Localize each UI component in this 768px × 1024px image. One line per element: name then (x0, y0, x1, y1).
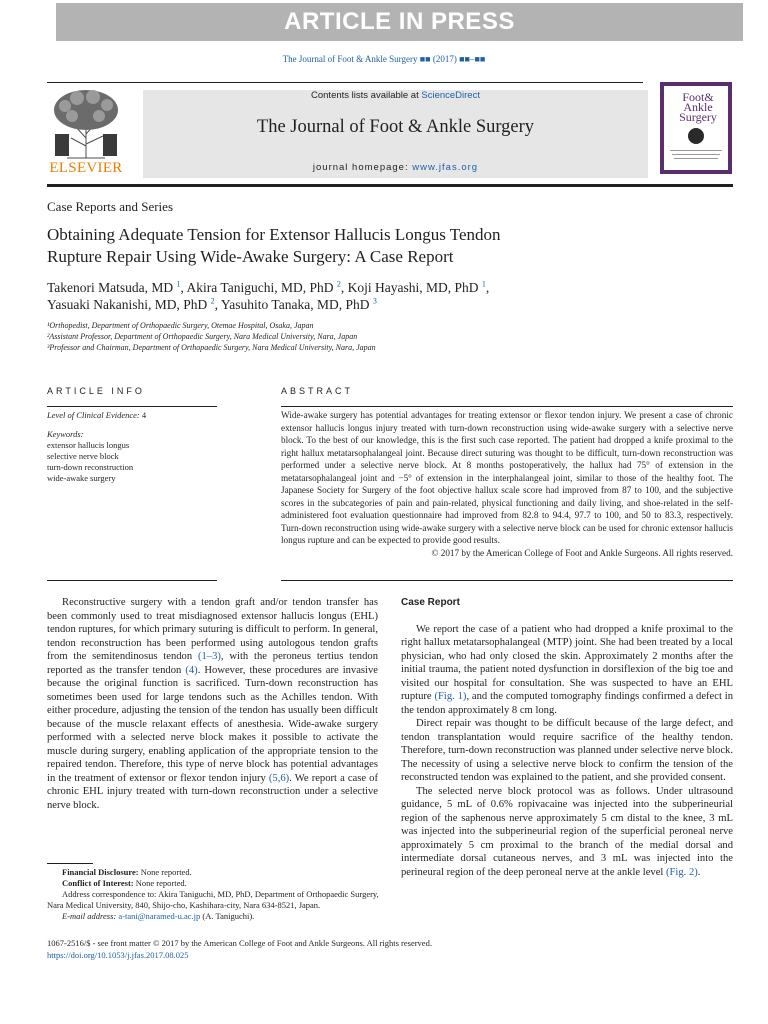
correspondence-address: Address correspondence to: Akira Taniguchi, MD, PhD, Department of Orthopaedic Surgery, Nara Medical University, 840, Shijo-cho, Kashihara-city, Nara 634-8521, Japan. (47, 889, 379, 910)
author-name: Yasuhito Tanaka, MD, PhD (220, 297, 370, 312)
author-list: Takenori Matsuda, MD $^1$, Akira Taniguchi, MD, PhD $^2$, Koji Hayashi, MD, PhD $^1$, Yasuaki Nakanishi, MD, PhD $^2$, Yasuhito Tanaka, MD, PhD $^3$ (47, 279, 490, 312)
keyword: extensor hallucis longus (47, 440, 130, 450)
body-text: The selected nerve block protocol was as follows. Under ultrasound guidance, 5 mL of 0.6% ropivacaine was injected into the subperineurial region of the saphenous nerve approximately 5 cm distal to the knee, 3 mL was injected into the subperineurial region of the superficial peroneal nerve approximately 5 cm proximal to the branch of the medial dorsal and intermediate dorsal cutaneous nerves, and 3 mL was injected into the perineural region of the deep peroneal nerve at the ankle level (401, 785, 733, 878)
reference-link[interactable]: (1–3) (197, 651, 221, 662)
article-title (47, 224, 667, 268)
body-text: Reconstructive surgery with a tendon graft and/or tendon transfer has been commonly used to treat misdiagnosed extensor hallucis longus (EHL) tendon ruptures, for which primary suturing is difficult to perform. In general, tendon reconstruction has been performed using autologous tendon grafts from the semitendinosus tendon (47, 597, 378, 662)
contents-line (143, 90, 648, 101)
title-line: Obtaining Adequate Tension for Extensor Hallucis Longus Tendon (47, 225, 501, 244)
affiliation-line: ²Assistant Professor, Department of Orthopaedic Surgery, Nara Medical University, Nara, Japan (47, 332, 358, 341)
case-report-column (401, 596, 733, 879)
evidence-value: 4 (141, 410, 147, 420)
keyword: turn-down reconstruction (47, 462, 134, 472)
affiliation-ref[interactable]: 1 (176, 279, 181, 289)
abstract-rule (281, 406, 733, 407)
homepage-link[interactable]: www.jfas.org (412, 162, 479, 173)
case-paragraph: Direct repair was thought to be difficult because of the large defect, and tendon transplantation would require sacrifice of the healthy tendon. Therefore, turn-down reconstruction was planned under selective nerve block. The necessity of using a selective nerve block to confirm the tension of the reconstructed tendon was explained to the patient, and she provided consent. (401, 718, 733, 783)
footnote-rule (47, 863, 93, 864)
issn-line: 1067-2516/$ - see front matter © 2017 by the American College of Foot and Ankle Surgeons. All rights reserved. (47, 938, 432, 948)
figure-link[interactable]: (Fig. 2) (666, 866, 698, 878)
author-name: Koji Hayashi, MD, PhD (347, 280, 479, 295)
article-in-press-banner: ARTICLE IN PRESS (56, 3, 743, 41)
cover-text-line (670, 150, 722, 151)
author-name: Akira Taniguchi, MD, PhD (186, 280, 334, 295)
affiliation-ref[interactable]: 1 (481, 279, 486, 289)
cover-emblem-icon (688, 128, 704, 144)
affiliation-line: ¹Orthopedist, Department of Orthopaedic Surgery, Otemae Hospital, Osaka, Japan (47, 321, 314, 330)
contents-prefix: Contents lists available at (311, 90, 422, 101)
abstract-text (281, 409, 733, 559)
affiliation-ref[interactable]: 3 (372, 296, 377, 306)
elsevier-logo-text: ELSEVIER (49, 160, 123, 176)
case-report-heading: Case Report (401, 597, 460, 608)
cover-title-line: Ankle (683, 100, 713, 114)
cover-title-line: Surgery (679, 110, 717, 124)
case-paragraph (401, 623, 733, 718)
journal-homepage-line (143, 162, 648, 173)
journal-citation-link[interactable]: The Journal of Foot & Ankle Surgery ■■ (2017) ■■–■■ (282, 54, 486, 64)
affiliation-ref[interactable]: 2 (336, 279, 341, 289)
case-paragraph (401, 785, 733, 880)
author-name: Yasuaki Nakanishi, MD, PhD (47, 297, 208, 312)
body-text: . However, these procedures are invasive because the original function is sacrificed. Turn-down reconstruction has sometimes been used for large tendons such as the Achilles tendon. With either procedure, adjusting the tension of the tendon has usually been difficult because of the muscle relaxant effects of anesthesia. Wide-awake surgery performed with a selected nerve block makes it possible to activate the muscle during surgery, enabling application of the appropriate tension to the repaired tendon. Therefore, this type of nerve block has potential advantages in the treatment of extensor or flexor tendon injury (47, 664, 378, 784)
abstract-bottom-rule (281, 580, 733, 581)
article-info-rule (47, 406, 217, 407)
article-info-heading: ARTICLE INFO (47, 386, 145, 396)
body-text: . (697, 866, 701, 878)
keywords-label: Keywords: (47, 429, 84, 439)
disclosure-label: Financial Disclosure: (62, 867, 139, 877)
email-link[interactable]: a-tani@naramed-u.ac.jp (118, 911, 201, 921)
reference-link[interactable]: (4) (185, 664, 198, 676)
cover-text-line (674, 158, 718, 159)
affiliations (47, 320, 697, 353)
body-text: , with the peroneus tertius tendon reported as the transfer tendon (47, 651, 378, 676)
abstract-body: Wide-awake surgery has potential advantages for treating extensor or flexor tendon injury. We present a case of chronic extensor hallucis longus injury treated with turn-down reconstruction using wide-awake surgery with a selective nerve block. To the best of our knowledge, this is the first such case reported. The patient had dropped a knife proximal to the right hallux metatarsophalangeal joint. Because direct suturing was thought to be difficult, turn-down reconstruction was performed under a selective nerve block. At 8 months postoperatively, the hallux had 75° of extension in the metatarsophalangeal joint and −5° of extension in the interphalangeal joint, similar to those of the healthy foot. The Japanese Society for Surgery of the foot objective hallux scale score had improved from 87 to 100, and the subjective scores in the subcategories of pain and pain-related, physical functioning and daily living, and shoe-related in the self-administered foot evaluation questionnaire had improved from 82.8 to 94.4, 97.7 to 100, and 50 to 83.3, respectively. Turn-down reconstruction using wide-awake surgery with a selective nerve block can be used for chronic extensor hallucis longus rupture and can be expected to provide good results. (281, 410, 733, 545)
affiliation-ref[interactable]: 2 (210, 296, 215, 306)
homepage-prefix: journal homepage: (312, 162, 413, 173)
header-bottom-rule (47, 184, 733, 187)
evidence-label: Level of Clinical Evidence: (47, 410, 140, 420)
article-info-block (47, 410, 217, 484)
reference-link[interactable]: (5,6) (268, 772, 290, 784)
publication-info (47, 937, 647, 961)
email-suffix: (A. Taniguchi). (200, 911, 255, 921)
doi-link[interactable]: https://doi.org/10.1053/j.jfas.2017.08.025 (47, 950, 189, 960)
sciencedirect-link[interactable]: ScienceDirect (421, 90, 480, 101)
introduction-column (47, 596, 378, 812)
journal-cover-title (668, 92, 728, 122)
title-line: Rupture Repair Using Wide-Awake Surgery: A Case Report (47, 247, 454, 266)
email-label: E-mail address: (62, 911, 117, 921)
header-top-rule (47, 82, 643, 83)
abstract-copyright: © 2017 by the American College of Foot and Ankle Surgeons. All rights reserved. (431, 547, 733, 558)
journal-title: The Journal of Foot & Ankle Surgery (256, 117, 535, 137)
body-text: We report the case of a patient who had dropped a knife proximal to the right hallux metatarsophalangeal (MTP) joint. She had been treated by a local physician, who had only closed the skin. Approximately 2 months after the initial trauma, the patient noted dysfunction in dorsiflexion of the big toe and visited our hospital for consultation. She was suspected to have an EHL rupture (401, 623, 733, 702)
conflict-label: Conflict of Interest: (62, 878, 134, 888)
keyword: wide-awake surgery (47, 473, 116, 483)
abstract-heading: ABSTRACT (281, 386, 354, 396)
figure-link[interactable]: (Fig. 1) (434, 691, 467, 702)
disclosure-value: None reported. (138, 867, 192, 877)
keyword: selective nerve block (47, 451, 119, 461)
cover-title-line: Foot& (682, 90, 714, 104)
footnotes (47, 867, 381, 922)
introduction-paragraph (47, 596, 378, 812)
cover-text-line (672, 154, 720, 155)
article-section-label: Case Reports and Series (47, 199, 174, 214)
body-text: . We report a case of chronic EHL injury treated with turn-down reconstruction under a selective nerve block. (47, 772, 378, 811)
conflict-value: None reported. (133, 878, 187, 888)
info-bottom-rule (47, 580, 217, 581)
body-text: , and the computed tomography findings confirmed a defect in the tendon approximately 8 cm long. (401, 691, 733, 716)
author-name: Takenori Matsuda, MD (47, 280, 174, 295)
affiliation-line: ³Professor and Chairman, Department of Orthopaedic Surgery, Nara Medical University, Nara, Japan (47, 343, 376, 352)
elsevier-tree-logo (47, 88, 125, 160)
